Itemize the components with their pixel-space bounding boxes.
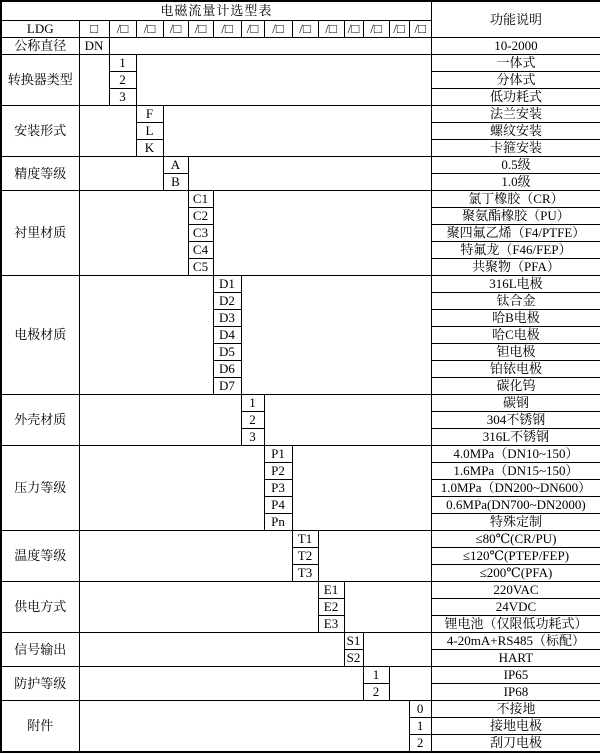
category-label: 衬里材质: [1, 191, 79, 276]
option-desc: 4.0MPa（DN10~150）: [431, 446, 600, 463]
option-desc: 刮刀电极: [431, 735, 600, 753]
option-code: Pn: [264, 514, 292, 531]
option-desc: ≤80℃(CR/PU): [431, 531, 600, 548]
option-code: D3: [213, 310, 241, 327]
option-desc: 220VAC: [431, 582, 600, 599]
spacer-cell: [109, 38, 431, 55]
option-code: 2: [363, 684, 389, 701]
spacer-cell: [363, 633, 431, 667]
option-code: P4: [264, 497, 292, 514]
option-desc: 分体式: [431, 72, 600, 89]
category-label: 信号输出: [1, 633, 79, 667]
option-code: 0: [409, 701, 431, 718]
spacer-cell: [79, 531, 292, 582]
option-code: C5: [188, 259, 213, 276]
option-code: F: [136, 106, 163, 123]
option-desc: ≤120℃(PTEP/FEP): [431, 548, 600, 565]
spacer-cell: [79, 582, 318, 633]
category-label: 供电方式: [1, 582, 79, 633]
option-desc: 304不锈钢: [431, 412, 600, 429]
spacer-cell: [389, 667, 431, 701]
model-code-box: /□: [344, 21, 363, 38]
category-label: 转换器类型: [1, 55, 79, 106]
model-code-box: /□: [109, 21, 136, 38]
option-desc: 不接地: [431, 701, 600, 718]
option-code: 1: [109, 55, 136, 72]
option-desc: IP65: [431, 667, 600, 684]
option-code: S1: [344, 633, 363, 650]
option-code: 2: [109, 72, 136, 89]
model-code-box: /□: [136, 21, 163, 38]
category-label: 防护等级: [1, 667, 79, 701]
spacer-cell: [163, 106, 431, 157]
model-code-box: □: [79, 21, 109, 38]
option-desc: 碳钢: [431, 395, 600, 412]
option-desc: 4-20mA+RS485（标配）: [431, 633, 600, 650]
option-desc: 卡箍安装: [431, 140, 600, 157]
option-code: E1: [318, 582, 344, 599]
option-code: P3: [264, 480, 292, 497]
option-desc: 一体式: [431, 55, 600, 72]
page-title: 电磁流量计选型表: [1, 1, 431, 21]
spacer-cell: [213, 191, 431, 276]
option-code: D7: [213, 378, 241, 395]
option-code: T2: [292, 548, 318, 565]
option-desc: 聚氨酯橡胶（PU）: [431, 208, 600, 225]
option-desc: HART: [431, 650, 600, 667]
spacer-cell: [79, 157, 163, 191]
spacer-cell: [264, 395, 431, 446]
option-code: DN: [79, 38, 109, 55]
option-code: C1: [188, 191, 213, 208]
option-desc: 氯丁橡胶（CR）: [431, 191, 600, 208]
option-code: P2: [264, 463, 292, 480]
option-desc: 10-2000: [431, 38, 600, 55]
option-desc: 聚四氟乙烯（F4/PTFE）: [431, 225, 600, 242]
option-code: K: [136, 140, 163, 157]
option-code: 1: [241, 395, 264, 412]
option-code: D5: [213, 344, 241, 361]
model-code-box: /□: [292, 21, 318, 38]
model-code-box: /□: [264, 21, 292, 38]
option-code: 1: [409, 718, 431, 735]
option-desc: 1.6MPa（DN15~150）: [431, 463, 600, 480]
model-code-box: /□: [409, 21, 431, 38]
category-label: 压力等级: [1, 446, 79, 531]
category-label: 外壳材质: [1, 395, 79, 446]
model-code-box: /□: [188, 21, 213, 38]
option-code: L: [136, 123, 163, 140]
option-code: 2: [409, 735, 431, 753]
option-desc: 钛合金: [431, 293, 600, 310]
option-code: 3: [109, 89, 136, 106]
model-code-box: /□: [363, 21, 389, 38]
option-desc: 低功耗式: [431, 89, 600, 106]
option-desc: 特氟龙（F46/FEP）: [431, 242, 600, 259]
category-label: 电极材质: [1, 276, 79, 395]
option-code: B: [163, 174, 188, 191]
option-desc: 哈B电极: [431, 310, 600, 327]
option-code: C4: [188, 242, 213, 259]
option-desc: 哈C电极: [431, 327, 600, 344]
model-code-box: /□: [389, 21, 409, 38]
spacer-cell: [79, 667, 363, 701]
spacer-cell: [79, 191, 188, 276]
option-desc: 钽电极: [431, 344, 600, 361]
option-desc: 24VDC: [431, 599, 600, 616]
option-desc: ≤200℃(PFA): [431, 565, 600, 582]
option-desc: 锂电池（仅限低功耗式）: [431, 616, 600, 633]
model-code-box: /□: [241, 21, 264, 38]
option-code: D1: [213, 276, 241, 293]
model-code-box: /□: [213, 21, 241, 38]
option-code: D2: [213, 293, 241, 310]
spacer-cell: [241, 276, 431, 395]
spacer-cell: [292, 446, 431, 531]
model-code-box: /□: [163, 21, 188, 38]
spacer-cell: [79, 276, 213, 395]
option-desc: 螺纹安装: [431, 123, 600, 140]
category-label: 精度等级: [1, 157, 79, 191]
selection-table-body: [1, 1, 600, 752]
option-code: E2: [318, 599, 344, 616]
spacer-cell: [79, 446, 264, 531]
category-label: 公称直径: [1, 38, 79, 55]
option-desc: 0.5级: [431, 157, 600, 174]
spacer-cell: [318, 531, 431, 582]
option-desc: 0.6MPa(DN700~DN2000): [431, 497, 600, 514]
category-label: 安装形式: [1, 106, 79, 157]
spacer-cell: [79, 55, 109, 106]
spacer-cell: [188, 157, 431, 191]
option-code: E3: [318, 616, 344, 633]
option-code: T1: [292, 531, 318, 548]
option-desc: 1.0级: [431, 174, 600, 191]
category-label: 附件: [1, 701, 79, 753]
option-code: P1: [264, 446, 292, 463]
option-desc: 316L电极: [431, 276, 600, 293]
option-code: D6: [213, 361, 241, 378]
option-code: C2: [188, 208, 213, 225]
spacer-cell: [79, 106, 136, 157]
option-code: 3: [241, 429, 264, 446]
option-desc: 1.0MPa（DN200~DN600）: [431, 480, 600, 497]
function-desc-header: 功能说明: [431, 1, 600, 38]
model-code-box: /□: [318, 21, 344, 38]
spacer-cell: [79, 395, 241, 446]
option-code: 1: [363, 667, 389, 684]
model-prefix-label: LDG: [1, 21, 79, 38]
option-desc: 共聚物（PFA）: [431, 259, 600, 276]
option-desc: 特殊定制: [431, 514, 600, 531]
option-desc: 法兰安装: [431, 106, 600, 123]
spacer-cell: [136, 55, 431, 106]
option-code: A: [163, 157, 188, 174]
option-code: C3: [188, 225, 213, 242]
option-code: T3: [292, 565, 318, 582]
spacer-cell: [79, 633, 344, 667]
option-code: D4: [213, 327, 241, 344]
option-desc: 316L不锈钢: [431, 429, 600, 446]
option-desc: 铂铱电极: [431, 361, 600, 378]
option-desc: 接地电极: [431, 718, 600, 735]
option-code: 2: [241, 412, 264, 429]
option-desc: IP68: [431, 684, 600, 701]
spacer-cell: [79, 701, 409, 753]
category-label: 温度等级: [1, 531, 79, 582]
spacer-cell: [344, 582, 431, 633]
option-desc: 碳化钨: [431, 378, 600, 395]
option-code: S2: [344, 650, 363, 667]
